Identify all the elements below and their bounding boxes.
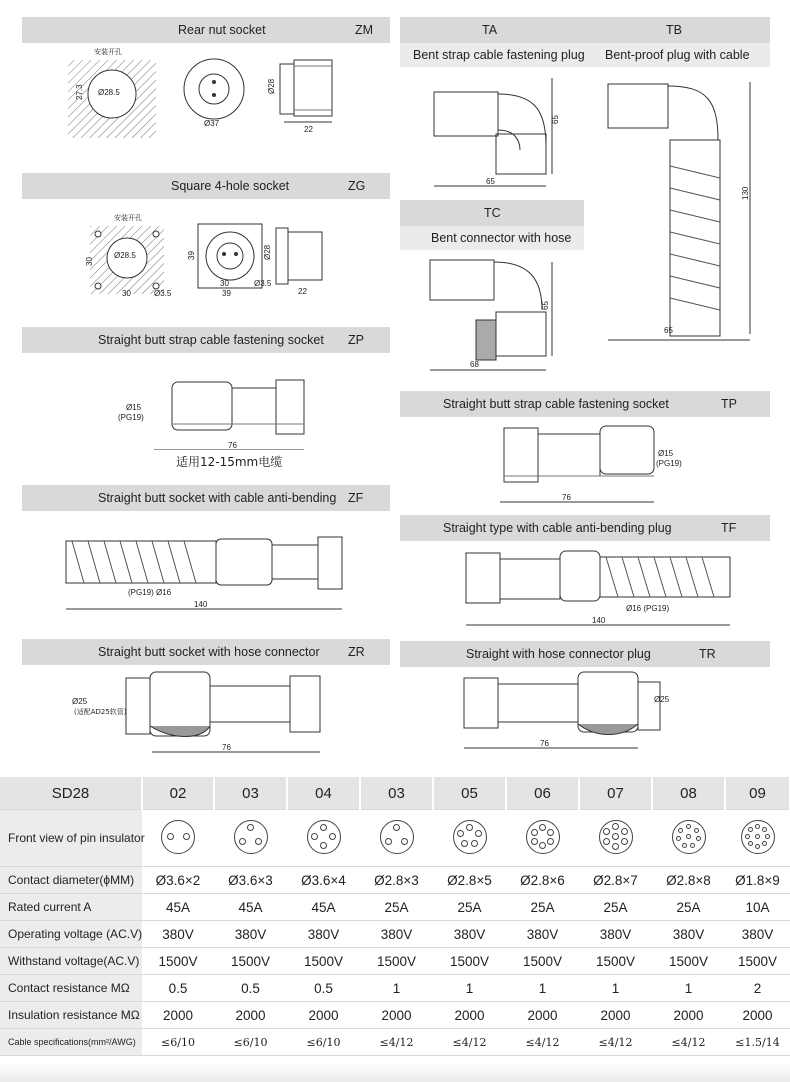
zm-side-dim: 27.3 [75,84,84,100]
tr-drawing [400,668,770,754]
spec-cell: 380V [214,921,287,948]
zr-dia-dim: Ø25 [72,697,88,706]
spec-cell: 2000 [214,1002,287,1029]
ta-tb-subheader [400,43,770,67]
pin-insulator-icon [672,820,706,854]
tf-code: TF [721,521,737,535]
tr-header [400,641,770,667]
spec-cell: 380V [287,921,360,948]
spec-col-header: 04 [287,777,360,810]
tp-dia-dim: Ø15 [658,449,674,458]
spec-cell: 2000 [142,1002,214,1029]
spec-pin-row [0,810,790,867]
tc-subheader [400,226,584,250]
tf-pg-dim: Ø16 (PG19) [626,604,670,613]
spec-row-label: Cable specifications(mm²/AWG) [0,1029,142,1056]
pin-contact [686,834,691,839]
pin-contact [690,843,695,848]
spec-cell: 1500V [360,948,433,975]
spec-cell: 1500V [652,948,725,975]
pin-contact [320,842,327,849]
tp-length-dim: 76 [562,493,571,502]
pin-contact [183,833,190,840]
pin-contact [239,838,246,845]
spec-row [0,1002,790,1029]
zp-drawing [22,370,390,450]
zg-w30b-dim: 30 [220,279,229,288]
zg-header [22,173,390,199]
spec-row-label: Rated current A [0,894,142,921]
footer-band [0,1062,790,1082]
tc-drawing [400,252,584,372]
spec-cell: Ø2.8×5 [433,867,506,894]
spec-cell: 2 [725,975,790,1002]
spec-cell: Ø2.8×6 [506,867,579,894]
tr-title: Straight with hose connector plug [466,647,651,661]
zm-header [22,17,390,43]
ta-tb-header [400,17,770,43]
pin-contact [547,829,554,836]
zr-code: ZR [348,645,365,659]
pin-contact [694,828,699,833]
pin-contact [696,836,701,841]
zp-title: Straight butt strap cable fastening socket [98,333,324,347]
spec-cell: 25A [360,894,433,921]
zm-cutout-label: 安装开孔 [94,48,122,56]
spec-col-header: 03 [214,777,287,810]
spec-cell: 380V [142,921,214,948]
pin-face-cell [214,810,287,867]
zf-pg-dim: (PG19) Ø16 [128,588,172,597]
spec-cell: 2000 [287,1002,360,1029]
tb-code: TB [666,23,682,37]
spec-cell: 0.5 [287,975,360,1002]
tf-header [400,515,770,541]
pin-contact [329,833,336,840]
zg-s39-dim: 39 [187,251,196,260]
spec-cell: 1500V [287,948,360,975]
spec-cell: 380V [579,921,652,948]
zr-drawing [22,668,390,758]
zg-length-dim: 22 [298,287,307,296]
pin-face-cell [579,810,652,867]
tr-code: TR [699,647,716,661]
pin-contact [461,840,468,847]
spec-cell: 25A [579,894,652,921]
ta-length-dim: 65 [486,177,495,186]
spec-cell: 1 [506,975,579,1002]
pin-insulator-icon [741,820,775,854]
spec-cell: 0.5 [142,975,214,1002]
spec-cell: 1500V [579,948,652,975]
pin-contact [167,833,174,840]
spec-row [0,948,790,975]
pin-insulator-icon [234,820,268,854]
zf-code: ZF [348,491,364,505]
pin-face-cell [506,810,579,867]
pin-contact [676,836,681,841]
tf-length-dim: 140 [592,616,606,625]
spec-col-header: 08 [652,777,725,810]
zp-note: 适用12-15mm电缆 [176,455,283,469]
zp-length-dim: 76 [228,441,237,450]
spec-row-label: Operating voltage (AC.V) [0,921,142,948]
pin-contact [765,834,770,839]
zp-dia-dim: Ø15 [126,403,142,412]
pin-contact [762,841,767,846]
tb-drawing [600,70,770,350]
ta-title: Bent strap cable fastening plug [413,48,585,62]
spec-cell: 1 [360,975,433,1002]
tc-header [400,200,584,226]
spec-pin-row-label: Front view of pin insulator [0,810,142,867]
spec-cell: ≤4/12 [652,1029,725,1056]
pin-insulator-icon [161,820,195,854]
spec-cell: ≤6/10 [214,1029,287,1056]
zm-thread-dim: Ø28 [267,78,276,94]
spec-cell: 2000 [652,1002,725,1029]
tf-drawing [400,543,770,631]
pin-contact [531,838,538,845]
pin-contact [320,824,327,831]
spec-cell: 2000 [360,1002,433,1029]
zf-title: Straight butt socket with cable anti-bending [98,491,337,505]
spec-col-header: 03 [360,777,433,810]
spec-cell: 25A [506,894,579,921]
zm-code: ZM [355,23,374,37]
tb-height-dim: 130 [741,186,750,200]
zg-s39b-dim: 39 [222,289,231,298]
zg-d35b-dim: Ø3.5 [254,279,272,288]
spec-row-label: Insulation resistance MΩ [0,1002,142,1029]
spec-cell: ≤6/10 [142,1029,214,1056]
spec-row [0,894,790,921]
spec-col-header: 06 [506,777,579,810]
spec-col-header: 05 [433,777,506,810]
spec-row [0,1029,790,1056]
pin-contact [612,843,619,850]
pin-contact [385,838,392,845]
zg-cutout-label: 安装开孔 [114,214,142,222]
pin-contact [401,838,408,845]
tc-code: TC [484,206,501,220]
spec-cell: Ø2.8×8 [652,867,725,894]
spec-table [0,776,790,1056]
pin-contact [621,828,628,835]
tb-title: Bent-proof plug with cable [605,48,750,62]
tp-title: Straight butt strap cable fastening socket [443,397,669,411]
spec-cell: 45A [287,894,360,921]
spec-cell: ≤4/12 [579,1029,652,1056]
zr-note: (适配AD25软管) [74,708,127,716]
zf-header [22,485,390,511]
pin-contact [466,824,473,831]
zr-title: Straight butt socket with hose connector [98,645,320,659]
spec-cell: 1 [579,975,652,1002]
spec-cell: 380V [725,921,790,948]
pin-contact [603,838,610,845]
zm-hole-dim: Ø28.5 [98,88,120,97]
tc-length-dim: 68 [470,360,479,369]
zm-length-dim: 22 [304,125,313,134]
spec-cell: ≤6/10 [287,1029,360,1056]
tp-drawing [400,420,770,506]
spec-cell: ≤4/12 [360,1029,433,1056]
spec-cell: 25A [433,894,506,921]
spec-cell: 380V [652,921,725,948]
pin-face-cell [725,810,790,867]
spec-cell: 380V [360,921,433,948]
spec-cell: ≤4/12 [433,1029,506,1056]
zg-drawing [22,210,390,300]
tr-length-dim: 76 [540,739,549,748]
pin-contact [311,833,318,840]
zm-flange-dim: Ø37 [204,119,220,128]
tr-dia-dim: Ø25 [654,695,670,704]
pin-face-cell [142,810,214,867]
tc-title: Bent connector with hose [431,231,572,245]
zr-header [22,639,390,665]
spec-cell: 25A [652,894,725,921]
pin-insulator-icon [453,820,487,854]
pin-face-cell [360,810,433,867]
pin-contact [755,834,760,839]
spec-cell: 2000 [433,1002,506,1029]
spec-cell: 1 [652,975,725,1002]
pin-contact [255,838,262,845]
tp-header [400,391,770,417]
spec-cell: 2000 [725,1002,790,1029]
pin-contact [748,841,753,846]
spec-row-label: Contact resistance MΩ [0,975,142,1002]
spec-cell: Ø1.8×9 [725,867,790,894]
spec-cell: 1500V [142,948,214,975]
zr-length-dim: 76 [222,743,231,752]
spec-cell: ≤1.5/14 [725,1029,790,1056]
zp-header [22,327,390,353]
spec-col-header: 09 [725,777,790,810]
spec-cell: 0.5 [214,975,287,1002]
pin-contact [531,829,538,836]
spec-cell: Ø3.6×2 [142,867,214,894]
spec-cell: 2000 [579,1002,652,1029]
zm-title: Rear nut socket [178,23,266,37]
zg-title: Square 4-hole socket [171,179,290,193]
pin-insulator-icon [307,820,341,854]
zf-drawing [22,525,390,617]
pin-face-cell [433,810,506,867]
tp-code: TP [721,397,737,411]
spec-cell: 1 [433,975,506,1002]
spec-cell: Ø3.6×4 [287,867,360,894]
pin-contact [678,828,683,833]
pin-contact [755,844,760,849]
pin-contact [539,842,546,849]
spec-cell: Ø2.8×3 [360,867,433,894]
spec-cell: 10A [725,894,790,921]
pin-contact [755,824,760,829]
spec-cell: Ø3.6×3 [214,867,287,894]
spec-col-header: 02 [142,777,214,810]
zg-d35-dim: Ø3.5 [154,289,172,298]
zg-h30-dim: 30 [85,257,94,266]
pin-insulator-icon [380,820,414,854]
zg-hole-dim: Ø28.5 [114,251,136,260]
spec-cell: 1500V [433,948,506,975]
pin-contact [547,838,554,845]
pin-contact [748,827,753,832]
pin-insulator-icon [599,820,633,854]
pin-contact [612,823,619,830]
spec-cell: Ø2.8×7 [579,867,652,894]
spec-header-row [0,777,790,810]
spec-cell: 1500V [214,948,287,975]
spec-cell: 1500V [725,948,790,975]
pin-contact [247,824,254,831]
tc-height-dim: 65 [541,301,550,310]
spec-row-label: Contact diameter(ϕMM) [0,867,142,894]
spec-cell: 380V [506,921,579,948]
ta-code: TA [482,23,498,37]
pin-contact [475,830,482,837]
pin-contact [603,828,610,835]
zg-code: ZG [348,179,366,193]
spec-cell: ≤4/12 [506,1029,579,1056]
zf-length-dim: 140 [194,600,208,609]
zp-pg-dim: (PG19) [118,413,144,422]
pin-contact [539,824,546,831]
pin-contact [762,827,767,832]
ta-height-dim: 65 [551,115,560,124]
spec-row [0,975,790,1002]
pin-contact [621,838,628,845]
pin-insulator-icon [526,820,560,854]
spec-row [0,921,790,948]
tp-pg-dim: (PG19) [656,459,682,468]
tf-title: Straight type with cable anti-bending plug [443,521,672,535]
pin-contact [612,833,619,840]
zg-thread-dim: Ø28 [263,244,272,260]
spec-col-header: 07 [579,777,652,810]
spec-cell: 2000 [506,1002,579,1029]
spec-cell: 1500V [506,948,579,975]
pin-contact [686,824,691,829]
pin-contact [457,830,464,837]
tb-length-dim: 65 [664,326,673,335]
zm-drawing [22,44,390,144]
pin-contact [471,840,478,847]
spec-row-label: Withstand voltage(AC.V) [0,948,142,975]
spec-cell: 45A [142,894,214,921]
zg-w30-dim: 30 [122,289,131,298]
spec-cell: 45A [214,894,287,921]
pin-contact [745,834,750,839]
zp-code: ZP [348,333,364,347]
spec-cell: 380V [433,921,506,948]
spec-row [0,867,790,894]
pin-contact [682,843,687,848]
pin-face-cell [652,810,725,867]
pin-contact [393,824,400,831]
spec-series-label: SD28 [0,777,142,810]
pin-face-cell [287,810,360,867]
ta-drawing [400,70,580,190]
